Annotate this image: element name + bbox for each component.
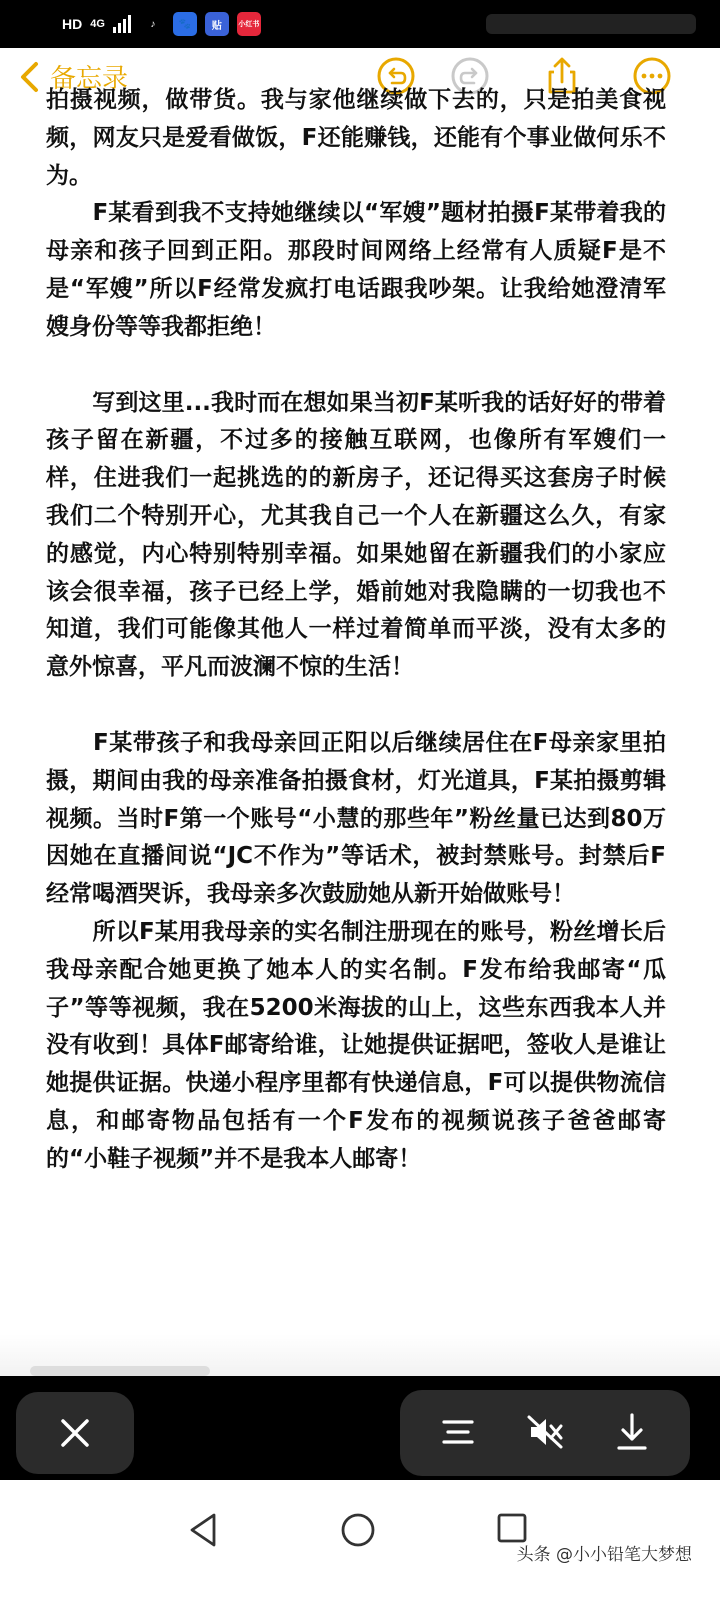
note-paragraph: 拍摄视频，做带货。我与家他继续做下去的，只是拍美食视频，网友只是爱看做饭，F还能赚钱，还能有个事业做何乐不为。: [46, 87, 666, 189]
nav-back-icon[interactable]: [186, 1512, 220, 1548]
signal-icon: [113, 15, 133, 33]
note-body[interactable]: [46, 87, 666, 1348]
note-paragraph: 所以F某用我母亲的实名制注册现在的账号，粉丝增长后我母亲配合她更换了她本人的实名制。F发布给我邮寄“瓜子”等等视频，我在5200米海拔的山上，这些东西我本人并没有收到！具体F邮寄给谁，让她提供证据吧，签收人是谁让她提供证据。快递小程序里都有快递信息，F可以提供物流信息，和邮寄物品包括有一个F发布的视频说孩子爸爸邮寄的“小鞋子视频”并不是我本人邮寄！: [46, 918, 666, 1172]
status-bar: [0, 0, 720, 48]
nav-home-icon[interactable]: [340, 1512, 376, 1548]
baidu-paw-icon: 🐾: [173, 12, 197, 36]
status-left: [62, 12, 261, 36]
viewer-controls: [0, 1376, 720, 1480]
tiktok-icon: ♪: [141, 12, 165, 36]
tieba-icon: 贴: [205, 12, 229, 36]
status-right-blurred: [486, 14, 696, 34]
hd-indicator: HD: [62, 16, 83, 32]
toutiao-watermark: 头条 @小小铅笔大梦想: [516, 1545, 692, 1565]
xiaohongshu-icon: 小红书: [237, 12, 261, 36]
note-paragraph: F某带孩子和我母亲回正阳以后继续居住在F母亲家里拍摄，期间由我的母亲准备拍摄食材，灯光道具，F某拍摄剪辑视频。当时F第一个账号“小慧的那些年”粉丝量已达到80万因她在直播间说“JC不作为”等话术，被封禁账号。封禁后F经常喝酒哭诉，我母亲多次鼓励她从新开始做账号！: [46, 729, 666, 908]
chevron-left-icon: [18, 61, 42, 93]
back-label: 备忘录: [50, 64, 129, 94]
blank-line: [46, 687, 666, 725]
mute-icon[interactable]: [526, 1414, 564, 1450]
blank-line: [46, 347, 666, 385]
download-icon[interactable]: [614, 1412, 650, 1452]
viewer-action-group: [400, 1390, 690, 1476]
note-paragraph: 写到这里...我时而在想如果当初F某听我的话好好的带着孩子留在新疆，不过多的接触互联网，也像所有军嫂们一样，住进我们一起挑选的的新房子，还记得买这套房子时候我们二个特别开心，尤其我自己一个人在新疆这么久，有家的感觉，内心特别特别幸福。如果她留在新疆我们的小家应该会很幸福，孩子已经上学，婚前她对我隐瞒的一切我也不知道，我们可能像其他人一样过着简单而平淡，没有太多的意外惊喜，平凡而波澜不惊的生活！: [46, 389, 666, 681]
network-indicator: 4G: [90, 18, 105, 30]
close-button[interactable]: [16, 1392, 134, 1474]
toolbar-ghost: [30, 1366, 210, 1376]
close-icon: [16, 1392, 134, 1474]
note-paragraph: F某看到我不支持她继续以“军嫂”题材拍摄F某带着我的母亲和孩子回到正阳。那段时间网络上经常有人质疑F是不是“军嫂”所以F经常发疯打电话跟我吵架。让我给她澄清军嫂身份等等我都拒绝！: [46, 200, 666, 340]
menu-icon[interactable]: [440, 1414, 476, 1450]
